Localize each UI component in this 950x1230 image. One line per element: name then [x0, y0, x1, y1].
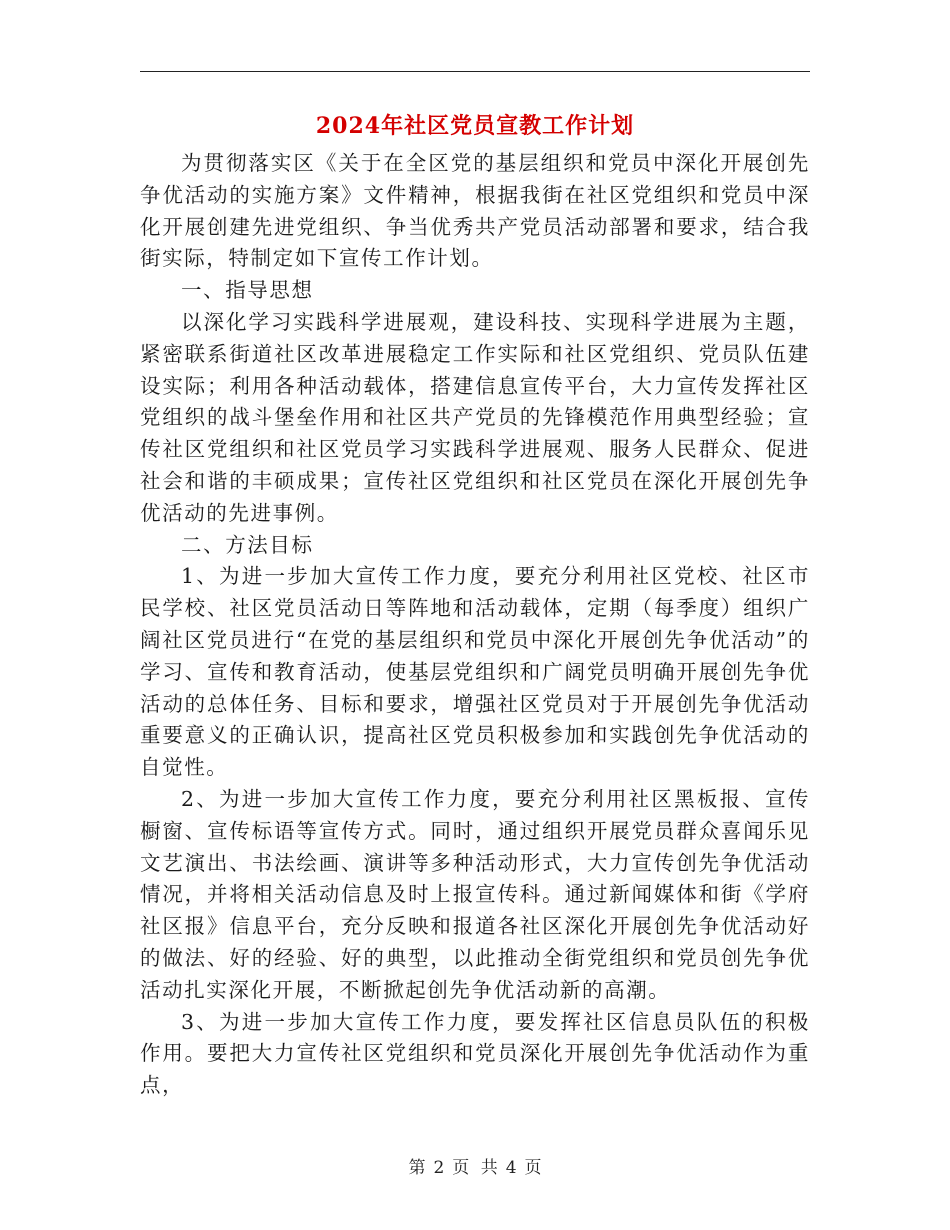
paragraph-item-1: 1、为进一步加大宣传工作力度，要充分利用社区党校、社区市民学校、社区党员活动日等阵地和活动载体，定期（每季度）组织广阔社区党员进行“在党的基层组织和党员中深化开展创先争优活动”的学习、宣传和教育活动，使基层党组织和广阔党员明确开展创先争优活动的总体任务、目标和要求，增强社区党员对于开展创先争优活动重要意义的正确认识，提高社区党员积极参加和实践创先争优活动的自觉性。 — [140, 564, 810, 780]
paragraph-intro: 为贯彻落实区《关于在全区党的基层组织和党员中深化开展创先争优活动的实施方案》文件精神，根据我街在社区党组织和党员中深化开展创建先进党组织、争当优秀共产党员活动部署和要求，结合我街实际，特制定如下宣传工作计划。 — [140, 151, 810, 271]
paragraph-item-2: 2、为进一步加大宣传工作力度，要充分利用社区黑板报、宣传橱窗、宣传标语等宣传方式。同时，通过组织开展党员群众喜闻乐见文艺演出、书法绘画、演讲等多种活动形式，大力宣传创先争优活动情况，并将相关活动信息及时上报宣传科。通过新闻媒体和街《学府社区报》信息平台，充分反映和报道各社区深化开展创先争优活动好的做法、好的经验、好的典型，以此推动全街党组织和党员创先争优活动扎实深化开展，不断掀起创先争优活动新的高潮。 — [140, 786, 810, 1002]
page-footer — [0, 1153, 950, 1178]
paragraph-guiding-ideology: 以深化学习实践科学进展观，建设科技、实现科学进展为主题，紧密联系街道社区改革进展稳定工作实际和社区党组织、党员队伍建设实际；利用各种活动载体，搭建信息宣传平台，大力宣传发挥社区党组织的战斗堡垒作用和社区共产党员的先锋模范作用典型经验；宣传社区党组织和社区党员学习实践科学进展观、服务人民群众、促进社会和谐的丰硕成果；宣传社区党组织和社区党员在深化开展创先争优活动的先进事例。 — [140, 309, 810, 525]
footer-total-pages: 4 — [505, 1158, 517, 1178]
footer-prefix: 第 — [408, 1158, 426, 1178]
footer-suffix: 页 — [524, 1158, 542, 1178]
paragraph-item-3: 3、为进一步加大宣传工作力度，要发挥社区信息员队伍的积极作用。要把大力宣传社区党组织和党员深化开展创先争优活动作为重点， — [140, 1009, 810, 1098]
section-heading-methods-goals: 二、方法目标 — [181, 532, 314, 557]
document-body — [140, 148, 810, 1102]
document-title: 2024年社区党员宣教工作计划 — [315, 113, 635, 139]
footer-page-number: 2 — [433, 1158, 445, 1178]
header-rule — [140, 71, 810, 72]
section-heading-guiding-ideology: 一、指导思想 — [181, 278, 314, 303]
footer-middle: 页 共 — [452, 1158, 498, 1178]
